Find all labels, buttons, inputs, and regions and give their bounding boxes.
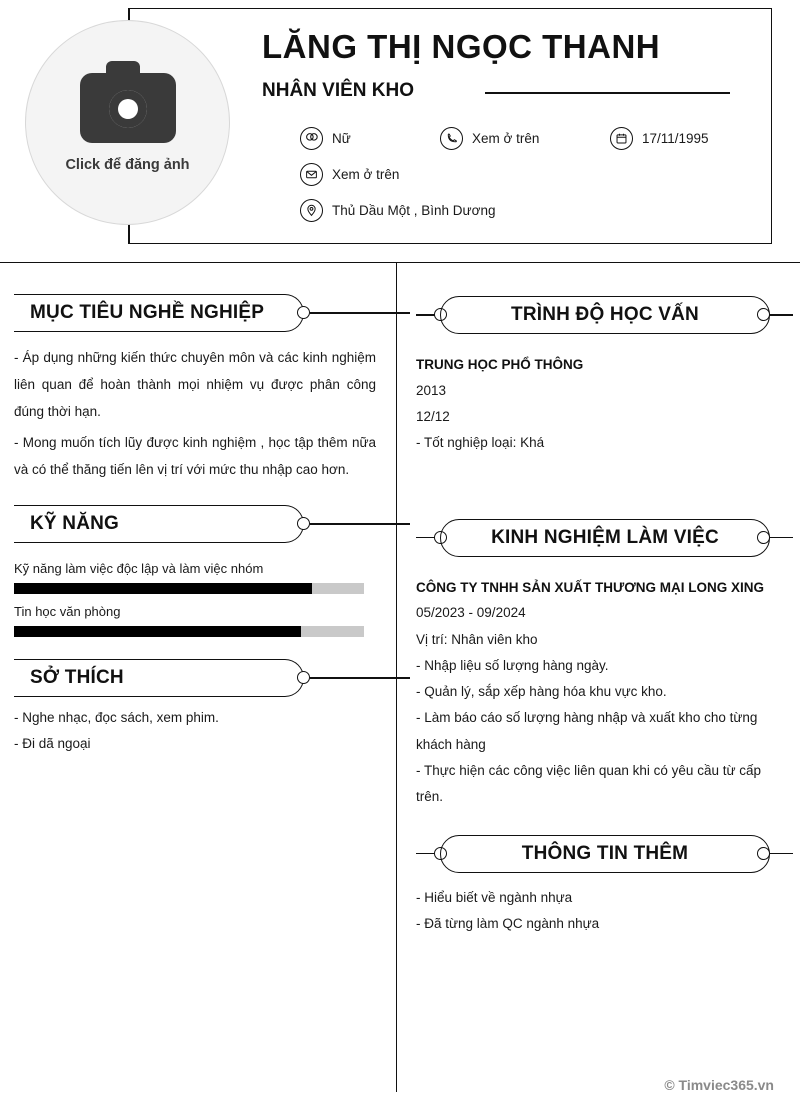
- section-extra-header: [416, 835, 774, 885]
- skill-bar: [14, 626, 364, 637]
- calendar-icon: [610, 127, 633, 150]
- skill-name: Tin học văn phòng: [14, 604, 121, 619]
- education-grade: 12/12: [416, 408, 450, 424]
- extra-item: - Đã từng làm QC ngành nhựa: [416, 916, 600, 932]
- decor-line: [769, 314, 793, 316]
- section-skills-capsule: [14, 505, 304, 543]
- phone-icon: [440, 127, 463, 150]
- extra-item: - Hiểu biết về ngành nhựa: [416, 889, 573, 905]
- skill-bar: [14, 583, 364, 594]
- section-hobbies-capsule: [14, 659, 304, 697]
- contact-birthday-value: 17/11/1995: [642, 130, 709, 146]
- section-objective-header: [14, 294, 376, 340]
- contact-address: [300, 199, 495, 222]
- contact-gender: [300, 127, 440, 150]
- experience-duty: - Nhập liệu số lượng hàng ngày.: [416, 657, 609, 673]
- section-extra-capsule: [440, 835, 770, 873]
- gender-icon: [300, 127, 323, 150]
- decor-line: [416, 314, 436, 316]
- decor-line: [416, 537, 436, 539]
- contact-row: [300, 192, 760, 228]
- hobby-item: - Đi dã ngoại: [14, 736, 91, 752]
- section-skills-header: [14, 505, 376, 551]
- decor-line: [769, 853, 793, 855]
- hobby-item: - Nghe nhạc, đọc sách, xem phim.: [14, 710, 219, 725]
- header-divider: [0, 262, 800, 263]
- section-hobbies-title: SỞ THÍCH: [30, 667, 124, 688]
- education-school: TRUNG HỌC PHỔ THÔNG: [416, 357, 584, 372]
- section-hobbies-header: [14, 659, 376, 705]
- contact-list: [300, 120, 760, 228]
- skill-name: Kỹ năng làm việc độc lập và làm việc nhóm: [14, 561, 264, 576]
- decor-line: [310, 523, 410, 525]
- email-icon: [300, 163, 323, 186]
- contact-email: [300, 163, 440, 186]
- objective-paragraph-1: - Áp dụng những kiến thức chuyên môn và các kinh nghiệm liên quan để hoàn thành mọi nhiệm vụ được phân công đúng thời hạn.: [14, 350, 376, 419]
- decor-line: [310, 312, 410, 314]
- experience-duty: - Quản lý, sắp xếp hàng hóa khu vực kho.: [416, 684, 667, 700]
- section-objective-capsule: [14, 294, 304, 332]
- contact-gender-value: Nữ: [332, 130, 351, 146]
- contact-phone: [440, 127, 610, 150]
- decor-line: [416, 853, 436, 855]
- objective-paragraph-2: - Mong muốn tích lũy được kinh nghiệm , học tập thêm nữa và có thể thăng tiến lên vị trí với mức thu nhập cao hơn.: [14, 435, 376, 477]
- experience-period: 05/2023 - 09/2024: [416, 605, 526, 621]
- experience-company: CÔNG TY TNHH SẢN XUẤT THƯƠNG MẠI LONG XING: [416, 579, 764, 595]
- decor-line: [769, 537, 793, 539]
- section-education-title: TRÌNH ĐỘ HỌC VẤN: [511, 304, 699, 325]
- section-experience-header: [416, 519, 774, 569]
- decor-dot-icon: [297, 306, 310, 319]
- section-education-header: [416, 296, 774, 346]
- contact-row: [300, 120, 760, 156]
- experience-duty: - Làm báo cáo số lượng hàng nhập và xuất kho cho từng khách hàng: [416, 710, 758, 752]
- education-note: - Tốt nghiệp loại: Khá: [416, 435, 545, 451]
- section-education-capsule: [440, 296, 770, 334]
- section-skills-title: KỸ NĂNG: [30, 513, 120, 534]
- contact-row: [300, 156, 760, 192]
- contact-phone-value: Xem ở trên: [472, 130, 540, 146]
- skill-item: [14, 561, 376, 594]
- job-title-rule: [485, 92, 730, 94]
- contact-email-value: Xem ở trên: [332, 166, 400, 182]
- decor-line: [310, 677, 410, 679]
- contact-birthday: [610, 127, 709, 150]
- avatar-upload[interactable]: [25, 20, 230, 225]
- job-title: NHÂN VIÊN KHO: [262, 80, 415, 101]
- section-objective-title: MỤC TIÊU NGHỀ NGHIỆP: [30, 302, 265, 323]
- right-column: [398, 272, 800, 937]
- contact-address-value: Thủ Dầu Một , Bình Dương: [332, 202, 496, 218]
- camera-icon: [80, 73, 176, 143]
- section-extra-title: THÔNG TIN THÊM: [521, 842, 689, 864]
- experience-position: Vị trí: Nhân viên kho: [416, 631, 538, 647]
- avatar-upload-label: Click để đăng ảnh: [65, 156, 190, 173]
- resume-header: [0, 0, 800, 252]
- education-year: 2013: [416, 382, 447, 398]
- experience-duty: - Thực hiện các công việc liên quan khi có yêu cầu từ cấp trên.: [416, 763, 762, 805]
- left-column: [0, 272, 396, 758]
- footer-credit: © Timviec365.vn: [664, 1077, 774, 1093]
- candidate-name: LĂNG THỊ NGỌC THANH: [262, 28, 661, 65]
- skill-item: [14, 604, 376, 637]
- section-experience-capsule: [440, 519, 770, 557]
- location-icon: [300, 199, 323, 222]
- decor-dot-icon: [297, 671, 310, 684]
- decor-dot-icon: [297, 517, 310, 530]
- section-experience-title: KINH NGHIỆM LÀM VIỆC: [491, 526, 719, 548]
